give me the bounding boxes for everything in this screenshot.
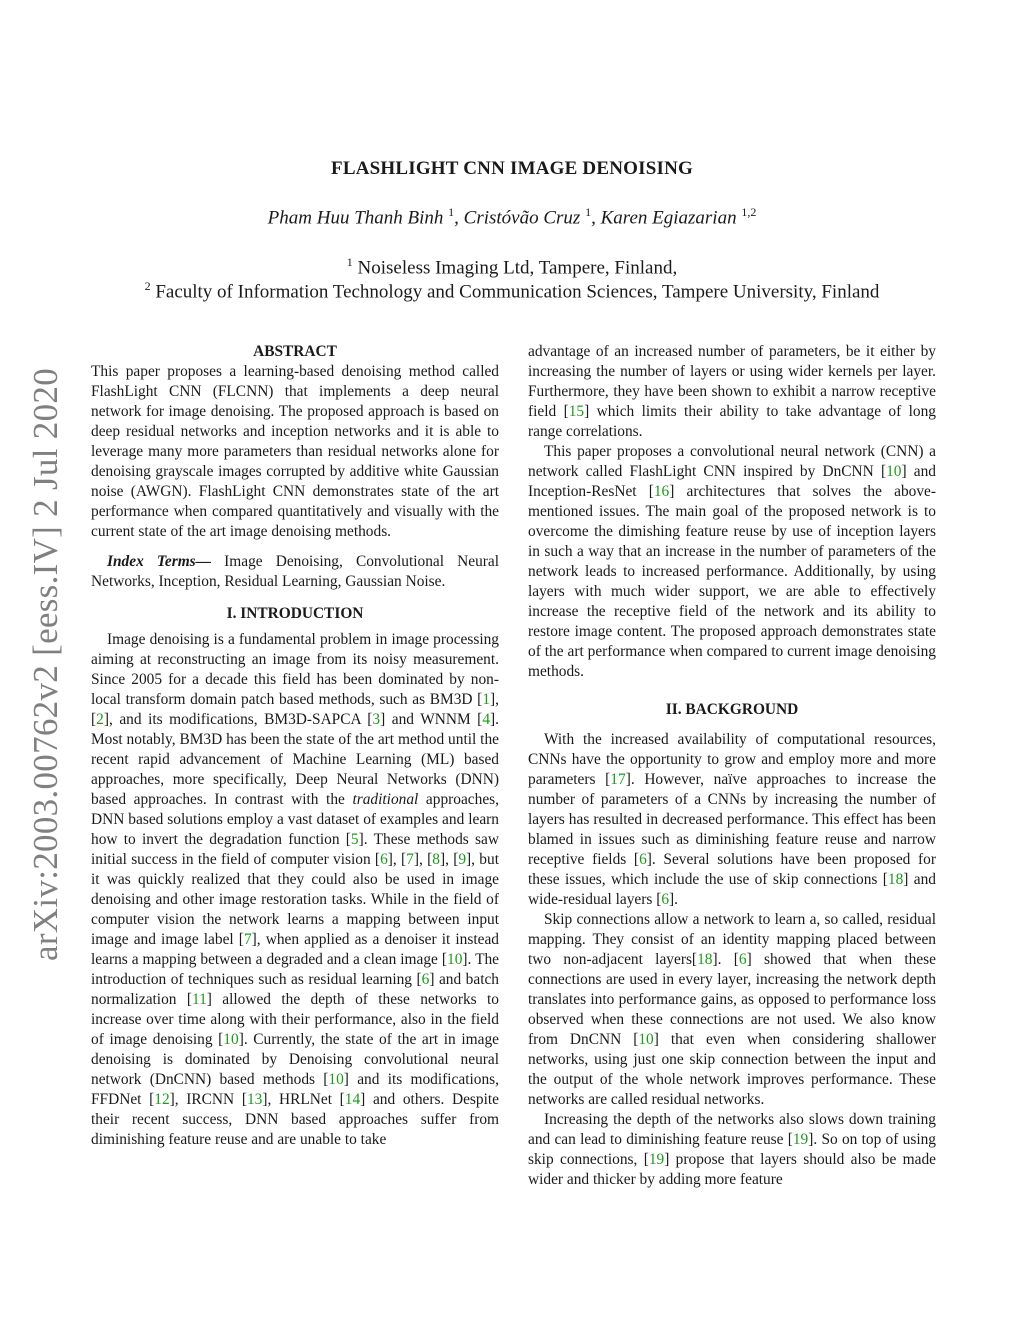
body-text: ].	[669, 891, 679, 908]
citation-link[interactable]: 7	[406, 851, 414, 868]
citation-link[interactable]: 6	[421, 971, 430, 988]
body-text: ]. Most notably, BM3D has been the state of the art method until the recent rapid advancement of Machine Learning (ML) based approaches, more specifically, Deep Neural Networks (DNN) based approaches. In contrast with the	[91, 711, 499, 808]
body-text: ]. So on top of using skip connections, [	[528, 1131, 936, 1168]
citation-link[interactable]: 6	[738, 951, 747, 968]
body-text: ] and Inception-ResNet [	[528, 463, 937, 500]
body-text: ]. However, naïve approaches to increase the number of parameters of a CNNs by increasing the number of layers has resulted in decreased performance. This effect has been blamed in issues such as diminishing feature reuse and narrow receptive fields [	[528, 771, 936, 868]
paper-title: FLASHLIGHT CNN IMAGE DENOISING	[331, 158, 693, 179]
citation-link[interactable]: 6	[639, 851, 647, 868]
index-terms-text: Image Denoising, Convolutional Neural Networks, Inception, Residual Learning, Gaussian Noise.	[91, 553, 499, 590]
body-text: With the increased availability of computational resources, CNNs have the opportunity to grow and employ more and more parameters [	[528, 731, 936, 788]
background-paragraph	[528, 730, 936, 910]
author-name: Cristóvão Cruz	[463, 207, 581, 229]
background-paragraph	[528, 1110, 936, 1190]
author-affiliation-mark: 1	[585, 205, 592, 219]
body-text: ] and WNNM [	[380, 711, 483, 728]
abstract-text: This paper proposes a learning-based denoising method called FlashLight CNN (FLCNN) that implements a deep neural network for image denoising. The proposed approach is based on deep residual networks and inception networks and it is able to leverage many more parameters than residual networks alone for denoising grayscale images corrupted by additive white Gaussian noise (AWGN). FlashLight CNN demonstrates state of the art performance when compared quantitatively and visually with the current state of the art image denoising methods.	[91, 363, 499, 540]
emphasis-text: traditional	[352, 791, 419, 808]
body-text: ]. These methods saw initial success in the field of computer vision [	[91, 831, 499, 868]
left-column	[91, 342, 499, 1150]
citation-link[interactable]: 18	[887, 871, 904, 888]
citation-link[interactable]: 10	[328, 1071, 344, 1088]
right-column	[528, 342, 936, 1190]
body-text: ]. Currently, the state of the art in image denoising is dominated by Denoising convolutional neural network (DnCNN) based methods [	[91, 1031, 499, 1088]
body-text: ], [	[439, 851, 459, 868]
body-text: approaches, DNN based solutions employ a vast dataset of examples and learn how to invert the degradation function [	[91, 791, 500, 848]
citation-link[interactable]: 11	[191, 991, 207, 1008]
citation-link[interactable]: 18	[697, 951, 713, 968]
body-text: ]. Several solutions have been proposed for these issues, which include the use of skip connections [	[528, 851, 936, 888]
citation-link[interactable]: 6	[661, 891, 670, 908]
body-text: This paper proposes a convolutional neural network (CNN) a network called FlashLight CNN inspired by DnCNN [	[528, 443, 936, 480]
body-text: ] showed that when these connections are used in every layer, increasing the network depth translates into performance gains, as opposed to performance loss observed when these connections are not used. We also know from DnCNN [	[528, 951, 937, 1048]
body-text: ] architectures that solves the above-mentioned issues. The main goal of the proposed network is to overcome the dimishing feature reuse by use of inception layers in such a way that an increase in the number of parameters of the network leads to increased performance. Additionally, by using layers with much wider support, we are able to effectively increase the receptive field of the network and its ability to restore image content. The proposed approach demonstrates state of the art performance when compared to current image denoising methods.	[528, 483, 936, 680]
body-text: ], [	[387, 851, 407, 868]
body-text: ], but it was quickly realized that they could also be used in image denoising and other image restoration tasks. While in the field of computer vision the network learns a mapping between input image and image label [	[91, 851, 499, 948]
body-text: ] propose that layers should also be made wider and thicker by adding more feature	[528, 1151, 936, 1188]
introduction-heading: I. INTRODUCTION	[226, 605, 364, 622]
author-name: Karen Egiazarian	[600, 207, 737, 229]
body-text: ] which limits their ability to take advantage of long range correlations.	[528, 403, 936, 440]
citation-link[interactable]: 15	[568, 403, 585, 420]
body-text: ] and wide-residual layers [	[528, 871, 936, 908]
citation-link[interactable]: 3	[372, 711, 381, 728]
body-paragraph	[528, 442, 936, 682]
body-text: advantage of an increased number of parameters, be it either by increasing the number of layers or using wider kernels per layer. Furthermore, they have been shown to exhibit a narrow receptive field [	[528, 343, 936, 420]
abstract-heading: ABSTRACT	[253, 343, 337, 360]
affiliation-number: 1	[346, 255, 353, 269]
body-text: ]. [	[712, 951, 739, 968]
citation-link[interactable]: 10	[447, 951, 463, 968]
author-affiliation-mark: 1,2	[741, 205, 757, 219]
citation-link[interactable]: 2	[96, 711, 104, 728]
body-text: Image denoising is a fundamental problem in image processing aiming at reconstructing an image from its noisy measurement. Since 2005 for a decade this field has been dominated by non-local transform domain patch based methods, such as BM3D [	[91, 631, 499, 708]
citation-link[interactable]: 7	[243, 931, 252, 948]
body-text: ], [	[413, 851, 433, 868]
affiliation-line	[0, 255, 1024, 279]
body-text: ], HRLNet [	[262, 1091, 345, 1108]
background-heading: II. BACKGROUND	[665, 701, 799, 718]
affiliation-line	[0, 279, 1024, 303]
body-text: ]. The introduction of techniques such as residual learning [	[91, 951, 499, 988]
affiliation-text: Noiseless Imaging Ltd, Tampere, Finland,	[357, 257, 678, 279]
citation-link[interactable]: 10	[886, 463, 902, 480]
author-name: Pham Huu Thanh Binh	[267, 207, 444, 229]
body-text: ], IRCNN [	[169, 1091, 247, 1108]
body-text: ] and batch normalization [	[91, 971, 499, 1008]
citation-link[interactable]: 16	[653, 483, 670, 500]
citation-link[interactable]: 9	[458, 851, 467, 868]
affiliation-number: 2	[144, 279, 151, 293]
citation-link[interactable]: 10	[638, 1031, 654, 1048]
citation-link[interactable]: 8	[432, 851, 440, 868]
citation-link[interactable]: 5	[350, 831, 359, 848]
citation-link[interactable]: 12	[154, 1091, 170, 1108]
arxiv-identifier: arXiv:2003.00762v2 [eess.IV] 2 Jul 2020	[26, 368, 65, 962]
author-affiliation-mark: 1	[448, 205, 455, 219]
background-paragraph	[528, 910, 936, 1110]
index-terms	[91, 552, 499, 592]
citation-link[interactable]: 13	[246, 1091, 263, 1108]
citation-link[interactable]: 14	[344, 1091, 361, 1108]
body-text: ] and others. Despite their recent success, DNN based approaches suffer from diminishing feature reuse and are unable to take	[91, 1091, 499, 1148]
citation-link[interactable]: 17	[610, 771, 626, 788]
citation-link[interactable]: 6	[380, 851, 388, 868]
affiliation-text: Faculty of Information Technology and Communication Sciences, Tampere University, Finland	[155, 281, 880, 303]
body-text: ], [	[91, 691, 499, 728]
body-text: ] allowed the depth of these networks to increase over time along with their performance, also in the field of image denoising [	[91, 991, 499, 1048]
introduction-paragraph	[91, 630, 499, 1150]
body-text: ] that even when considering shallower networks, using just one skip connection between the input and the output of the whole network improves performance. These networks are called residual networks.	[528, 1031, 936, 1108]
body-text: ], and its modifications, BM3D-SAPCA [	[103, 711, 373, 728]
body-paragraph	[528, 342, 936, 442]
body-text: Skip connections allow a network to learn a, so called, residual mapping. They consist of an identity mapping placed between two non-adjacent layers[	[528, 911, 936, 968]
body-text: Increasing the depth of the networks also slows down training and can lead to diminishing feature reuse [	[528, 1111, 936, 1148]
body-text: ], when applied as a denoiser it instead learns a mapping between a degraded and a clean image [	[91, 931, 499, 968]
citation-link[interactable]: 4	[482, 711, 491, 728]
author-list: Pham Huu Thanh Binh $^1$, Cristóvão Cruz $^1$, Karen Egiazarian $^{1,2}$	[267, 205, 757, 229]
citation-link[interactable]: 19	[792, 1131, 809, 1148]
citation-link[interactable]: 1	[482, 691, 491, 708]
body-text: ] and its modifications, FFDNet [	[91, 1071, 499, 1108]
citation-link[interactable]: 10	[223, 1031, 239, 1048]
index-terms-label: Index Terms—	[107, 553, 212, 570]
citation-link[interactable]: 19	[648, 1151, 665, 1168]
